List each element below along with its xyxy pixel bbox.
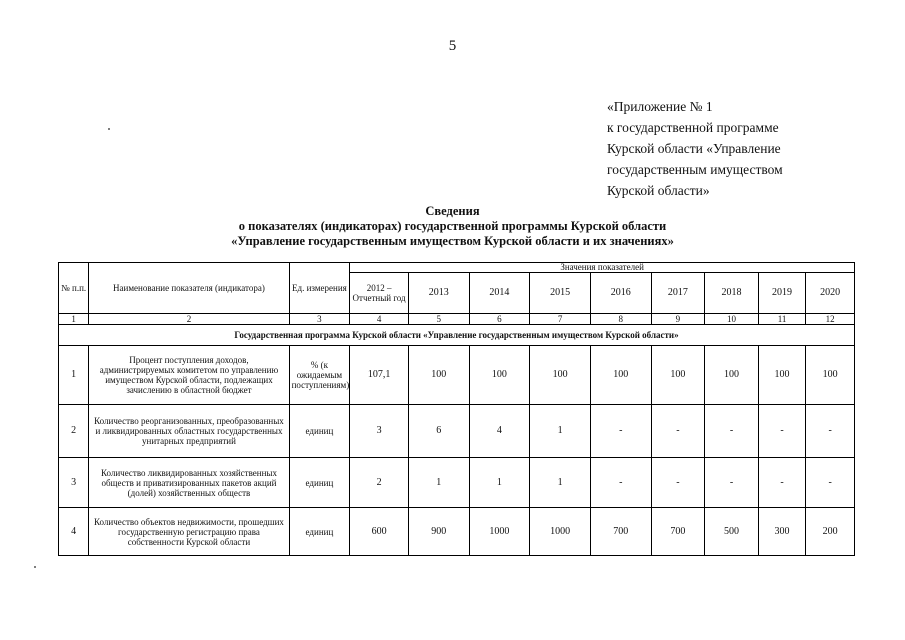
row-value: 600 <box>350 508 409 556</box>
row-value: - <box>651 458 705 508</box>
row-value: - <box>651 405 705 458</box>
row-value: - <box>806 405 855 458</box>
header-year: 2018 <box>705 273 759 314</box>
col-number: 6 <box>469 314 530 325</box>
row-unit: единиц <box>289 405 350 458</box>
row-unit: единиц <box>289 508 350 556</box>
row-num: 3 <box>59 458 89 508</box>
appendix-line: Курской области» <box>607 183 710 198</box>
row-value: 1 <box>530 458 591 508</box>
row-value: 100 <box>758 346 806 405</box>
header-year: 2017 <box>651 273 705 314</box>
header-name: Наименование показателя (индикатора) <box>89 263 289 314</box>
col-number: 9 <box>651 314 705 325</box>
row-value: - <box>705 405 759 458</box>
col-number: 4 <box>350 314 409 325</box>
row-num: 1 <box>59 346 89 405</box>
appendix-line: к государственной программе <box>607 120 779 135</box>
row-value: 4 <box>469 405 530 458</box>
appendix-note <box>607 96 867 201</box>
row-value: 100 <box>705 346 759 405</box>
row-num: 2 <box>59 405 89 458</box>
header-year: 2019 <box>758 273 806 314</box>
row-value: - <box>590 405 651 458</box>
row-value: 100 <box>530 346 591 405</box>
row-value: 107,1 <box>350 346 409 405</box>
appendix-line: «Приложение № 1 <box>607 99 713 114</box>
header-year: 2016 <box>590 273 651 314</box>
header-year: 2015 <box>530 273 591 314</box>
row-value: 1 <box>469 458 530 508</box>
col-number: 1 <box>59 314 89 325</box>
col-number: 12 <box>806 314 855 325</box>
heading-subtitle: «Управление государственным имуществом Курской области и их значениях» <box>231 234 674 248</box>
row-value: - <box>758 458 806 508</box>
row-value: 100 <box>469 346 530 405</box>
header-year: 2012 – Отчетный год <box>350 273 409 314</box>
header-values-group: Значения показателей <box>350 263 855 273</box>
row-unit: % (к ожидаемым поступлениям) <box>289 346 350 405</box>
col-number: 10 <box>705 314 759 325</box>
row-value: 300 <box>758 508 806 556</box>
row-value: 2 <box>350 458 409 508</box>
header-year: 2013 <box>408 273 469 314</box>
row-value: 100 <box>590 346 651 405</box>
row-value: - <box>590 458 651 508</box>
header-num: № п.п. <box>59 263 89 314</box>
row-value: 1 <box>530 405 591 458</box>
row-value: 1000 <box>530 508 591 556</box>
row-value: - <box>806 458 855 508</box>
row-value: 200 <box>806 508 855 556</box>
header-year: 2020 <box>806 273 855 314</box>
appendix-line: государственным имуществом <box>607 162 783 177</box>
scan-speck <box>34 566 36 568</box>
heading-subtitle: о показателях (индикаторах) государственной программы Курской области <box>238 219 667 233</box>
col-number: 3 <box>289 314 350 325</box>
col-number: 8 <box>590 314 651 325</box>
heading-title: Сведения <box>425 204 480 218</box>
row-name: Количество ликвидированных хозяйственных обществ и приватизированных пакетов акций (долей) хозяйственных обществ <box>89 458 289 508</box>
row-value: - <box>758 405 806 458</box>
row-unit: единиц <box>289 458 350 508</box>
row-name: Процент поступления доходов, администрируемых комитетом по управлению имуществом Курской области, подлежащих зачислению в областной бюджет <box>89 346 289 405</box>
scan-speck <box>108 128 110 130</box>
row-value: 700 <box>651 508 705 556</box>
row-value: 100 <box>651 346 705 405</box>
row-value: 1000 <box>469 508 530 556</box>
header-unit: Ед. измерения <box>289 263 350 314</box>
program-title: Государственная программа Курской области «Управление государственным имуществом Курской области» <box>59 325 855 346</box>
row-value: - <box>705 458 759 508</box>
page-number: 5 <box>448 38 457 54</box>
row-value: 100 <box>408 346 469 405</box>
row-value: 3 <box>350 405 409 458</box>
row-value: 6 <box>408 405 469 458</box>
header-year: 2014 <box>469 273 530 314</box>
row-value: 500 <box>705 508 759 556</box>
col-number: 7 <box>530 314 591 325</box>
document-heading <box>0 204 905 249</box>
indicators-table <box>58 262 855 556</box>
col-number: 2 <box>89 314 289 325</box>
col-number: 11 <box>758 314 806 325</box>
row-name: Количество реорганизованных, преобразованных и ликвидированных областных государственных унитарных предприятий <box>89 405 289 458</box>
row-value: 900 <box>408 508 469 556</box>
row-value: 100 <box>806 346 855 405</box>
row-name: Количество объектов недвижимости, прошедших государственную регистрацию права собственности Курской области <box>89 508 289 556</box>
row-num: 4 <box>59 508 89 556</box>
row-value: 1 <box>408 458 469 508</box>
appendix-line: Курской области «Управление <box>607 141 781 156</box>
row-value: 700 <box>590 508 651 556</box>
col-number: 5 <box>408 314 469 325</box>
